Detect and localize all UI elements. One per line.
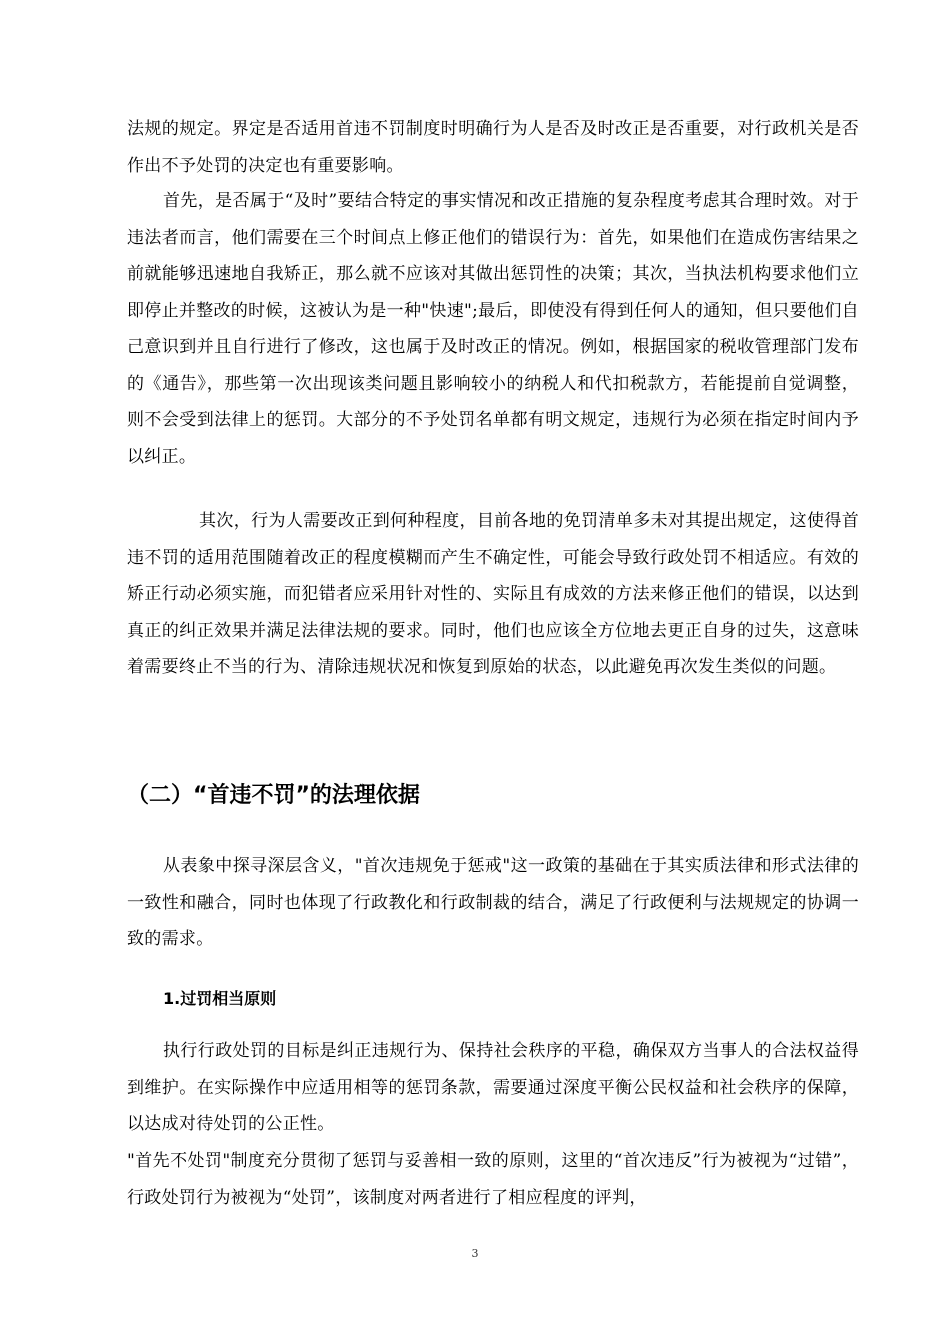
paragraph-continued: 法规的规定。界定是否适用首违不罚制度时明确行为人是否及时改正是否重要，对行政机关是否作出不予处罚的决定也有重要影响。 <box>127 119 859 176</box>
page-number: 3 <box>471 1247 479 1260</box>
paragraph-legal-basis-intro: 从表象中探寻深层含义，"首次违规免于惩戒"这一政策的基础在于其实质法律和形式法律的一致性和融合，同时也体现了行政教化和行政制裁的结合，满足了行政便利与法规规定的协调一致的需求。 <box>127 856 859 949</box>
paragraph-timeliness: 首先，是否属于“及时”要结合特定的事实情况和改正措施的复杂程度考虑其合理时效。对于违法者而言，他们需要在三个时间点上修正他们的错误行为：首先，如果他们在造成伤害结果之前就能够迅速地自我矫正，那么就不应该对其做出惩罚性的决策；其次，当执法机构要求他们立即停止并整改的时候，这被认为是一种"快速";最后，即使没有得到任何人的通知，但只要他们自己意识到并且自行进行了修改，这也属于及时改正的情况。例如，根据国家的税收管理部门发布的《通告》，那些第一次出现该类问题且影响较小的纳税人和代扣税款方，若能提前自觉调整，则不会受到法律上的惩罚。大部分的不予处罚名单都有明文规定，违规行为必须在指定时间内予以纠正。 <box>127 191 859 467</box>
paragraph-first-offense-system: "首先不处罚"制度充分贯彻了惩罚与妥善相一致的原则，这里的“首次违反”行为被视为“过错”，行政处罚行为被视为“处罚”，该制度对两者进行了相应程度的评判， <box>127 1151 859 1208</box>
paragraph-penalty-goal: 执行行政处罚的目标是纠正违规行为、保持社会秩序的平稳，确保双方当事人的合法权益得到维护。在实际操作中应适用相等的惩罚条款，需要通过深度平衡公民权益和社会秩序的保障，以达成对待处罚的公正性。 <box>127 1041 859 1134</box>
section-heading: （二）“首违不罚”的法理依据 <box>127 783 420 808</box>
paragraph-correction-degree: 其次，行为人需要改正到何种程度，目前各地的免罚清单多未对其提出规定，这使得首违不罚的适用范围随着改正的程度模糊而产生不确定性，可能会导致行政处罚不相适应。有效的矫正行动必须实施，而犯错者应采用针对性的、实际且有成效的方法来修正他们的错误，以达到真正的纠正效果并满足法律法规的要求。同时，他们也应该全方位地去更正自身的过失，这意味着需要终止不当的行为、清除违规状况和恢复到原始的状态，以此避免再次发生类似的问题。 <box>127 511 859 677</box>
subsection-heading: 1.过罚相当原则 <box>163 989 277 1008</box>
